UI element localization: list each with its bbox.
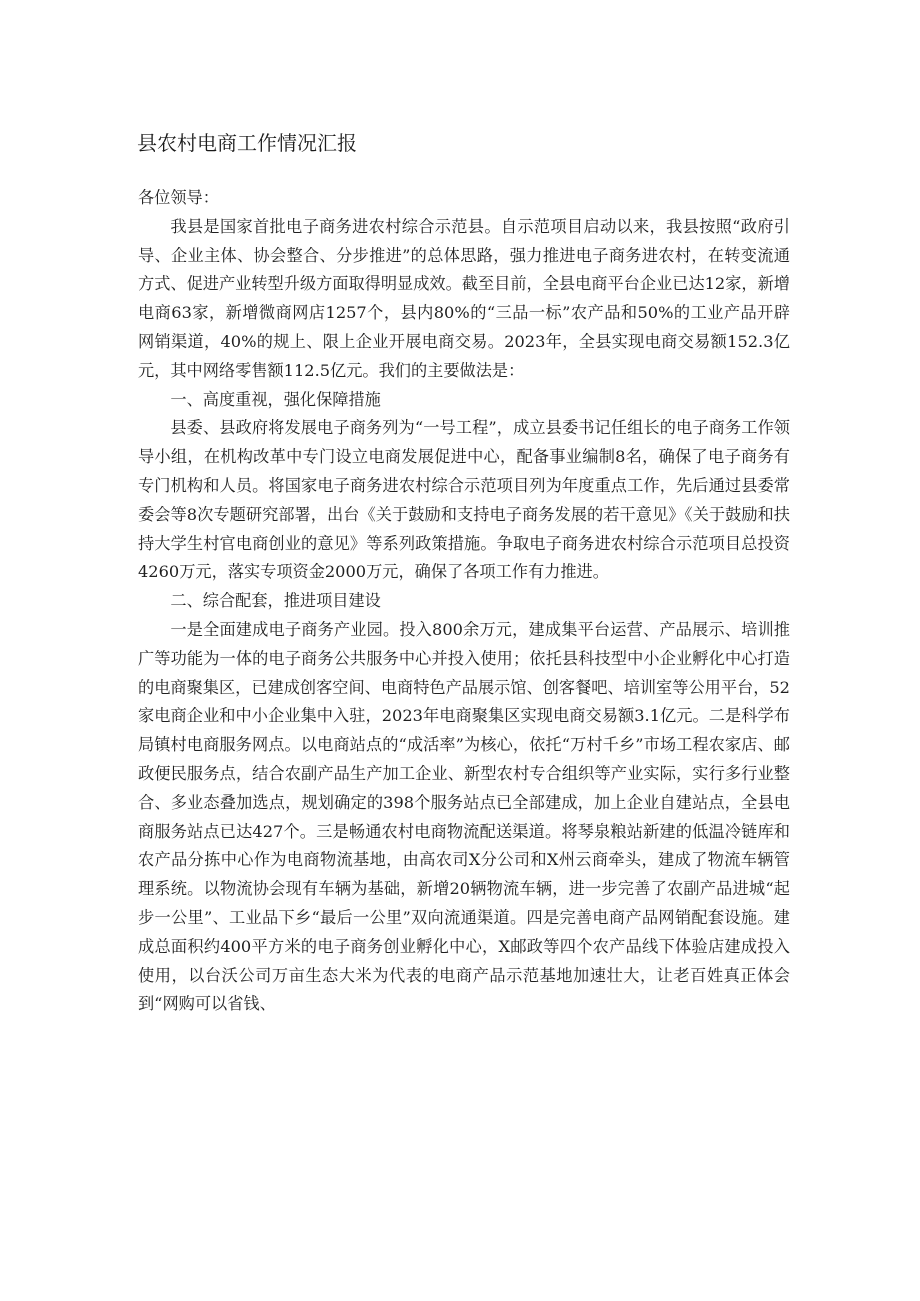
section-heading-1: 一、高度重视，强化保障措施 [170,389,381,409]
section-heading-2: 二、综合配套，推进项目建设 [170,591,381,611]
paragraph-intro: 我县是国家首批电子商务进农村综合示范县。自示范项目启动以来，我县按照“政府引导、企业主体、协会整合、分步推进”的总体思路，强力推进电子商务进农村，在转变流通方式、促进产业转型升级方面取得明显成效。截至目前，全县电商平台企业已达12家，新增电商63家，新增微商网店1257个，县内80%的“三品一标”农产品和50%的工业产品开辟网销渠道，40%的规上、限上企业开展电商交易。2023年，全县实现电商交易额152.3亿元，其中网络零售额112.5亿元。我们的主要做法是： [138,216,790,380]
document-title: 县农村电商工作情况汇报 [137,131,357,155]
paragraph-section-1: 县委、县政府将发展电子商务列为“一号工程”，成立县委书记任组长的电子商务工作领导小组，在机构改革中专门设立电商发展促进中心，配备事业编制8名，确保了电子商务有专门机构和人员。将国家电子商务进农村综合示范项目列为年度重点工作，先后通过县委常委会等8次专题研究部署，出台《关于鼓励和支持电子商务发展的若干意见》《关于鼓励和扶持大学生村官电商创业的意见》等系列政策措施。争取电子商务进农村综合示范项目总投资4260万元，落实专项资金2000万元，确保了各项工作有力推进。 [138,418,790,582]
greeting: 各位领导： [138,188,219,207]
document-body [138,184,790,1019]
paragraph-section-2: 一是全面建成电子商务产业园。投入800余万元，建成集平台运营、产品展示、培训推广等功能为一体的电子商务公共服务中心并投入使用；依托县科技型中小企业孵化中心打造的电商聚集区，已建成创客空间、电商特色产品展示馆、创客餐吧、培训室等公用平台，52家电商企业和中小企业集中入驻，2023年电商聚集区实现电商交易额3.1亿元。二是科学布局镇村电商服务网点。以电商站点的“成活率”为核心，依托“万村千乡”市场工程农家店、邮政便民服务点，结合农副产品生产加工企业、新型农村专合组织等产业实际，实行多行业整合、多业态叠加选点，规划确定的398个服务站点已全部建成，加上企业自建站点，全县电商服务站点已达427个。三是畅通农村电商物流配送渠道。将琴泉粮站新建的低温冷链库和农产品分拣中心作为电商物流基地，由高农司X分公司和X州云商牵头，建成了物流车辆管理系统。以物流协会现有车辆为基础，新增20辆物流车辆，进一步完善了农副产品进城“起步一公里”、工业品下乡“最后一公里”双向流通渠道。四是完善电商产品网销配套设施。建成总面积约400平方米的电子商务创业孵化中心，X邮政等四个农产品线下体验店建成投入使用，以台沃公司万亩生态大米为代表的电商产品示范基地加速壮大，让老百姓真正体会到“网购可以省钱、 [138,619,790,1014]
